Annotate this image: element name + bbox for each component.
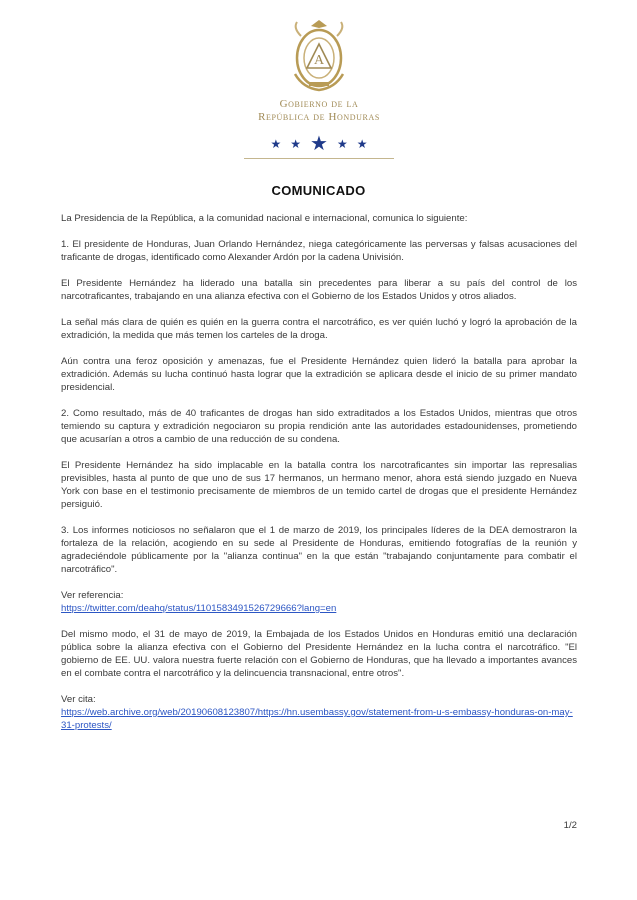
star-icon: ★: [356, 137, 368, 151]
star-icon: ★: [336, 137, 348, 151]
twitter-reference-link[interactable]: https://twitter.com/deahq/status/1101583491526729666?lang=en: [61, 603, 337, 614]
government-name-line-2: República de Honduras: [258, 111, 380, 123]
letterhead: [238, 18, 400, 159]
paragraph: El Presidente Hernández ha sido implacable en la batalla contra los narcotraficantes sin importar las represalias previsibles, hasta al punto de que uno de sus 17 hermanos, un hermano menor, ahora está siendo juzgado en Nueva York con base en el testimonio precisamente de miembros de un temido cartel de drogas que el presidente Hernández persiguió.: [61, 460, 577, 510]
paragraph: El Presidente Hernández ha liderado una batalla sin precedentes para liberar a su país del control de los narcotraficantes, trabajando en una alianza efectiva con el Gobierno de los Estados Unidos y otros aliados.: [61, 278, 577, 302]
citation-label: Ver cita:: [61, 694, 96, 705]
embassy-citation-link[interactable]: https://web.archive.org/web/20190608123807/https://hn.usembassy.gov/statement-from-u-s-embassy-honduras-on-may-31-protests/: [61, 707, 573, 731]
document-body: [61, 212, 577, 745]
star-icon: ★: [310, 133, 328, 155]
document-title: COMUNICADO: [271, 183, 366, 198]
stars-row: [238, 132, 400, 156]
citation-link-line: [61, 706, 577, 732]
star-icon: ★: [270, 137, 282, 151]
government-name-line-1: Gobierno de la: [279, 98, 359, 110]
reference-label: Ver referencia:: [61, 590, 124, 601]
paragraph: 1. El presidente de Honduras, Juan Orlando Hernández, niega categóricamente las perversas y falsas acusaciones del traficante de drogas, identificado como Alexander Ardón por la cadena Univisión.: [61, 239, 577, 263]
page-number: 1/2: [563, 820, 577, 831]
letterhead-divider: [244, 158, 394, 159]
star-icon: ★: [290, 137, 302, 151]
intro-paragraph: La Presidencia de la República, a la comunidad nacional e internacional, comunica lo siguiente:: [61, 213, 468, 224]
paragraph: Aún contra una feroz oposición y amenazas, fue el Presidente Hernández quien lideró la batalla para aprobar la extradición. Además su lucha continuó hasta lograr que la extradición se aplicara desde el inicio de su primer mandato presidencial.: [61, 356, 577, 393]
paragraph: La señal más clara de quién es quién en la guerra contra el narcotráfico, es ver quién luchó y logró la aprobación de la extradición, la medida que más temen los carteles de la droga.: [61, 317, 577, 341]
reference-link-line: [61, 602, 577, 615]
embassy-paragraph: Del mismo modo, el 31 de mayo de 2019, la Embajada de los Estados Unidos en Honduras emitió una declaración pública sobre la alianza efectiva con el Gobierno del Presidente Hernández en la lucha contra el narcotráfico. "El gobierno de EE. UU. valora nuestra fuerte relación con el Gobierno de Honduras, que ha llevado a importantes avances en el combate contra el narcotráfico y la delincuencia transnacional, entre otros".: [61, 629, 577, 679]
paragraph: 2. Como resultado, más de 40 traficantes de drogas han sido extraditados a los Estados Unidos, mientras que otros temiendo su captura y extradición negociaron su propia rendición ante las autoridades estadounidenses, prometiendo que acusarían a otros a cambio de una reducción de su condena.: [61, 408, 577, 445]
crest-letter: A: [313, 53, 325, 68]
paragraph: 3. Los informes noticiosos no señalaron que el 1 de marzo de 2019, los principales líderes de la DEA demostraron la fortaleza de la relación, acogiendo en su sede al Presidente de Honduras, emitiendo fotografías de la reunión y agradeciéndole públicamente por la "alianza continua" en la que están "trabajando conjuntamente para combatir el narcotráfico".: [61, 525, 577, 575]
coat-of-arms-icon: [287, 18, 351, 92]
